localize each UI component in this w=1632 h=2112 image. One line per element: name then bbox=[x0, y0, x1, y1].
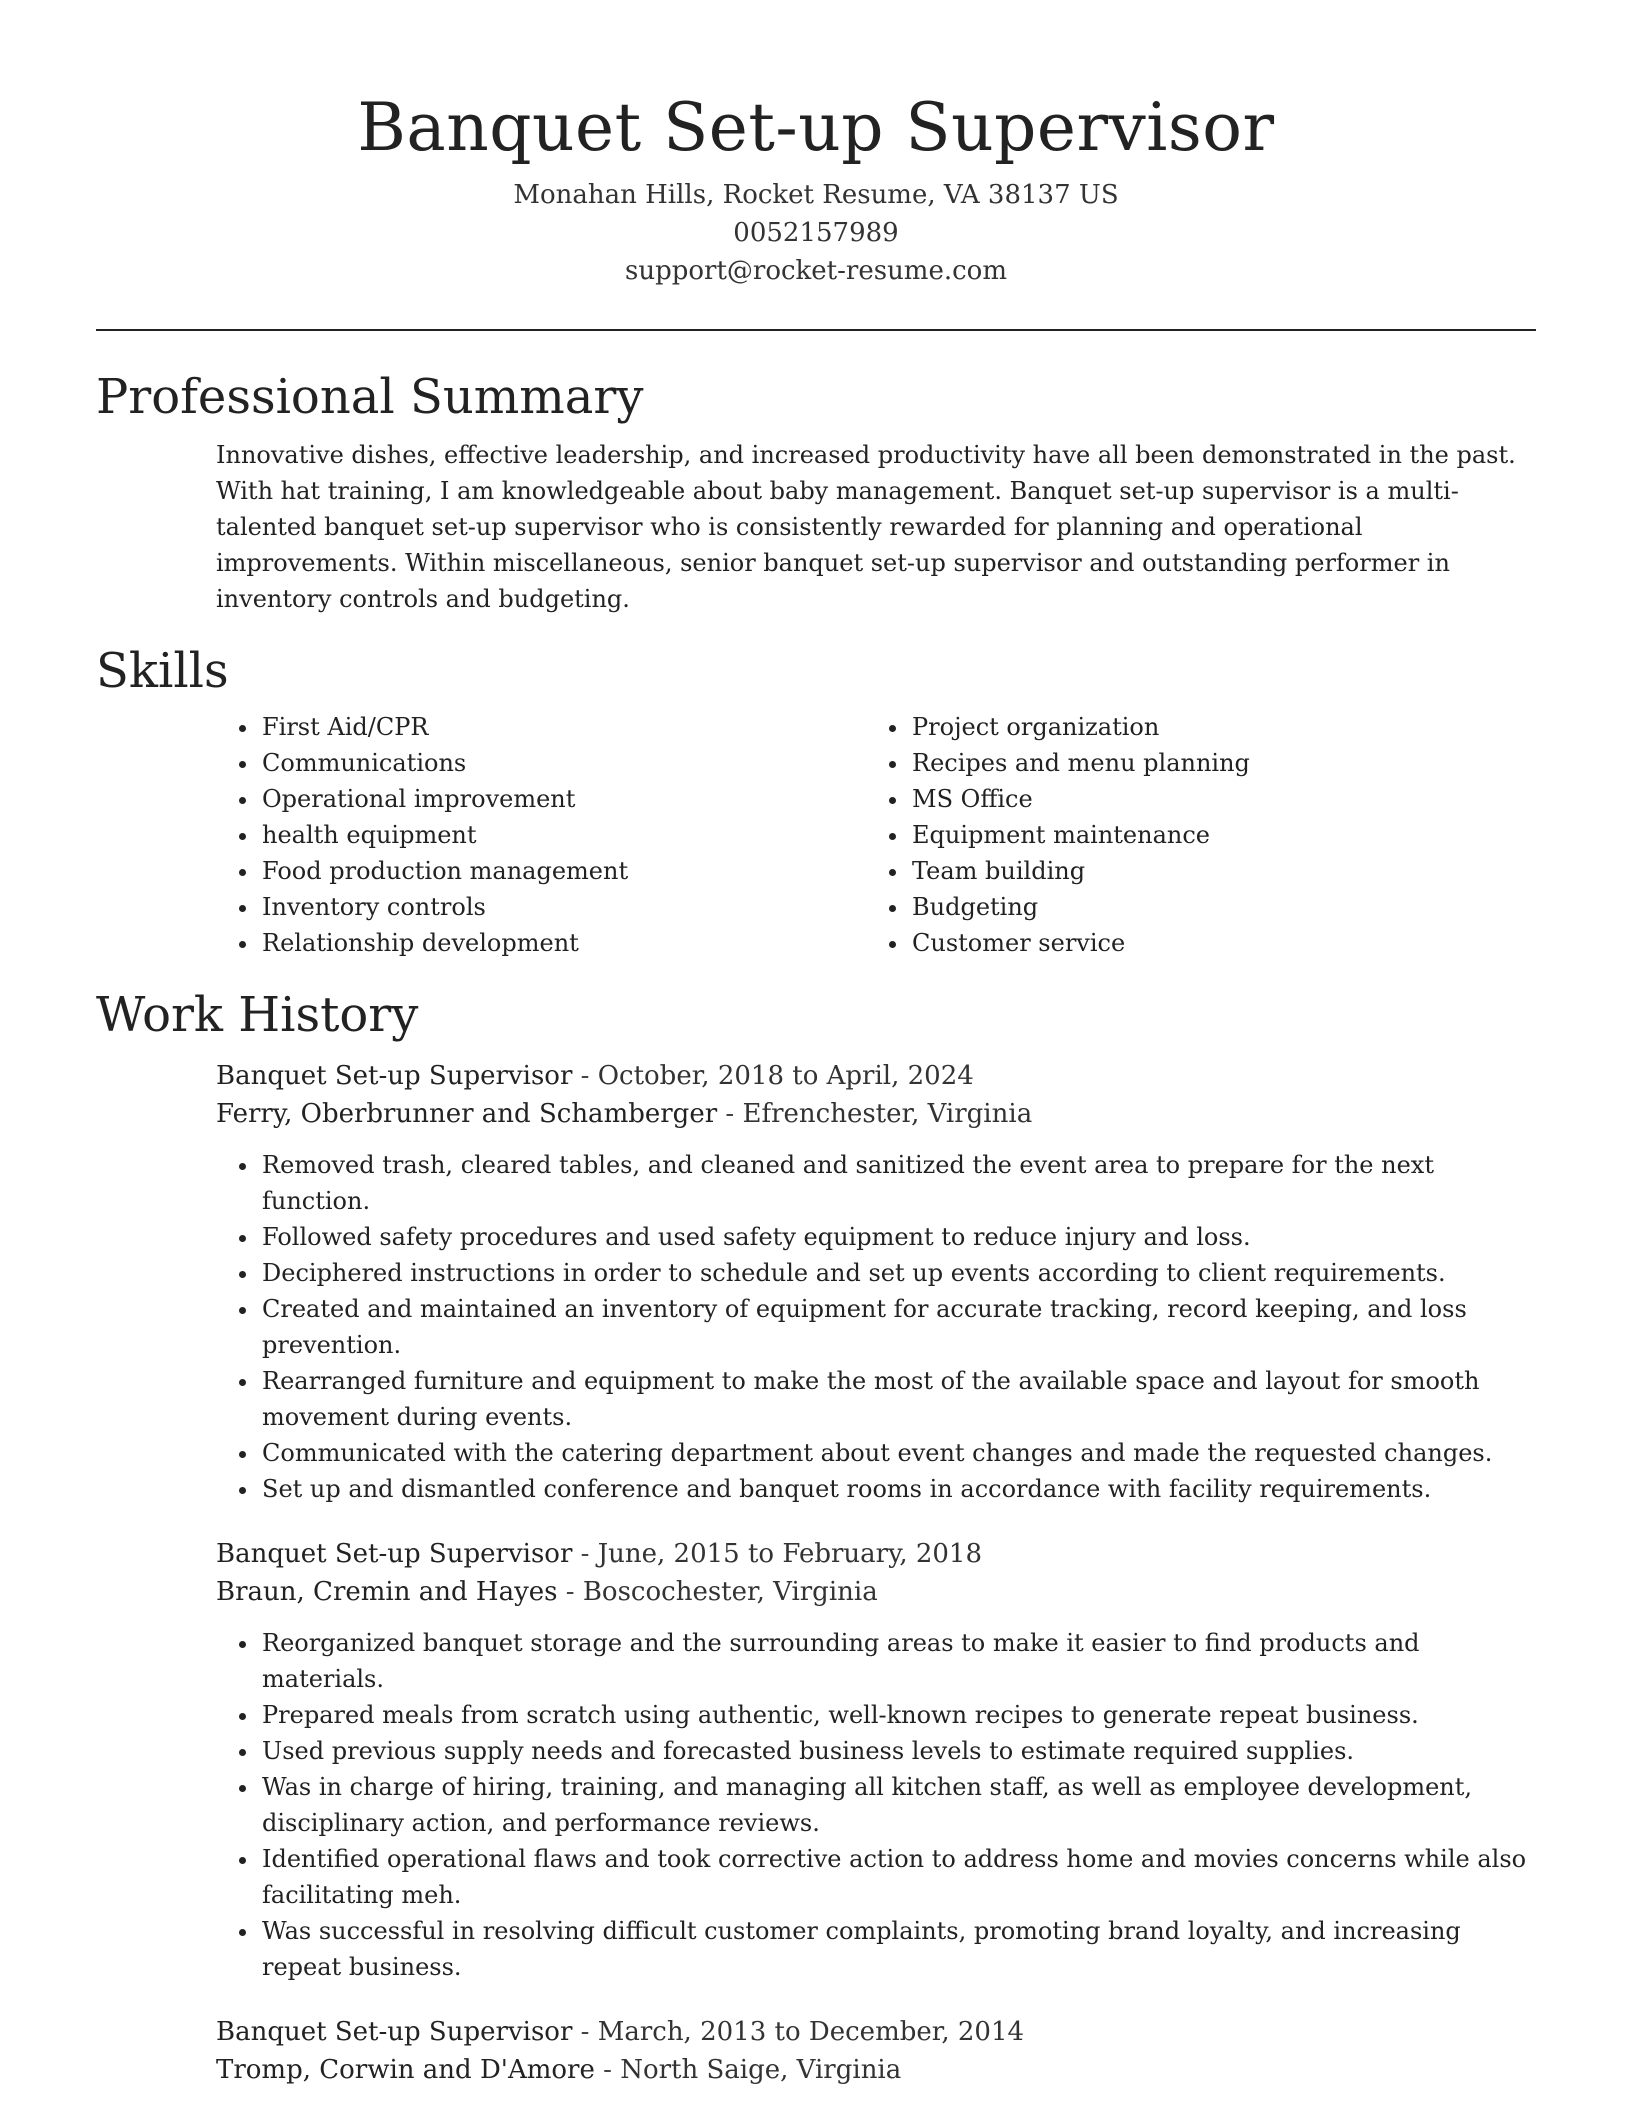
job-dates: March, 2013 to December, 2014 bbox=[597, 2017, 1025, 2047]
skill-item: • Food production management bbox=[260, 853, 866, 889]
skill-item: • MS Office bbox=[910, 781, 1516, 817]
job-bullet: • Used previous supply needs and forecasted business levels to estimate required supplies. bbox=[260, 1733, 1536, 1769]
job-bullet: • Was successful in resolving difficult customer complaints, promoting brand loyalty, and increasing repeat business. bbox=[260, 1913, 1536, 1985]
job-bullet: • Prepared meals from scratch using authentic, well-known recipes to generate repeat business. bbox=[260, 1697, 1536, 1733]
job-bullet: • Communicated with the catering department about event changes and made the requested changes. bbox=[260, 1435, 1536, 1471]
skill-item: • Communications bbox=[260, 745, 866, 781]
skill-item: • Team building bbox=[910, 853, 1516, 889]
job-bullet: • Created and maintained an inventory of equipment for accurate tracking, record keeping, and loss prevention. bbox=[260, 1291, 1536, 1363]
job-title-line bbox=[216, 1057, 1536, 1095]
skill-item: • Recipes and menu planning bbox=[910, 745, 1516, 781]
work-history-section bbox=[216, 1057, 1536, 2089]
skill-item: • First Aid/CPR bbox=[260, 709, 866, 745]
job-location: Efrenchester, Virginia bbox=[742, 1099, 1033, 1129]
skill-item: • Inventory controls bbox=[260, 889, 866, 925]
skill-item: • Customer service bbox=[910, 925, 1516, 961]
separator: - bbox=[580, 1539, 590, 1569]
separator: - bbox=[580, 2017, 590, 2047]
job-bullets bbox=[216, 1147, 1536, 1507]
job-bullet: • Was in charge of hiring, training, and managing all kitchen staff, as well as employee development, disciplinary action, and performance reviews. bbox=[260, 1769, 1536, 1841]
separator: - bbox=[603, 2055, 612, 2085]
job-company-line bbox=[216, 2051, 1536, 2089]
candidate-name: Banquet Set-up Supervisor bbox=[357, 89, 1275, 166]
company-name: Braun, Cremin and Hayes bbox=[216, 1577, 558, 1607]
skills-column-right bbox=[866, 709, 1516, 961]
job-dates: October, 2018 to April, 2024 bbox=[597, 1061, 974, 1091]
job-bullet: • Removed trash, cleared tables, and cleaned and sanitized the event area to prepare for the next function. bbox=[260, 1147, 1536, 1219]
job-bullet: • Reorganized banquet storage and the surrounding areas to make it easier to find products and materials. bbox=[260, 1625, 1536, 1697]
separator: - bbox=[580, 1061, 590, 1091]
skills-heading: Skills bbox=[96, 643, 229, 699]
work-history-heading: Work History bbox=[96, 987, 419, 1043]
job-bullet: • Rearranged furniture and equipment to make the most of the available space and layout for smooth movement during events. bbox=[260, 1363, 1536, 1435]
job-bullet: • Identified operational flaws and took corrective action to address home and movies concerns while also facilitating meh. bbox=[260, 1841, 1536, 1913]
job-title-line bbox=[216, 1535, 1536, 1573]
job-bullet: • Deciphered instructions in order to schedule and set up events according to client requirements. bbox=[260, 1255, 1536, 1291]
company-name: Ferry, Oberbrunner and Schamberger bbox=[216, 1099, 718, 1129]
skill-item: • Operational improvement bbox=[260, 781, 866, 817]
job-title: Banquet Set-up Supervisor bbox=[216, 2017, 573, 2047]
job-location: North Saige, Virginia bbox=[620, 2055, 902, 2085]
job-location: Boscochester, Virginia bbox=[582, 1577, 878, 1607]
skill-item: • Equipment maintenance bbox=[910, 817, 1516, 853]
skills-list bbox=[216, 709, 1536, 961]
job-bullet: • Set up and dismantled conference and banquet rooms in accordance with facility requirements. bbox=[260, 1471, 1536, 1507]
address: Monahan Hills, Rocket Resume, VA 38137 US bbox=[513, 180, 1119, 210]
summary-section bbox=[216, 437, 1536, 617]
summary-heading: Professional Summary bbox=[96, 369, 644, 425]
phone-number: 0052157989 bbox=[733, 218, 899, 248]
resume-page bbox=[96, 0, 1536, 2089]
job-bullets bbox=[216, 1625, 1536, 1985]
job-company-line bbox=[216, 1095, 1536, 1133]
summary-text: Innovative dishes, effective leadership, and increased productivity have all been demonstrated in the past. With hat training, I am knowledgeable about baby management. Banquet set-up supervisor is a multi-talented banquet set-up supervisor who is consistently rewarded for planning and operational improvements. Within miscellaneous, senior banquet set-up supervisor and outstanding performer in inventory controls and budgeting. bbox=[216, 441, 1516, 613]
job-title-line bbox=[216, 2013, 1536, 2051]
job-title: Banquet Set-up Supervisor bbox=[216, 1539, 573, 1569]
job-entry bbox=[216, 1057, 1536, 1507]
job-entry bbox=[216, 1535, 1536, 1985]
email-address: support@rocket-resume.com bbox=[624, 256, 1007, 286]
job-bullet: • Followed safety procedures and used safety equipment to reduce injury and loss. bbox=[260, 1219, 1536, 1255]
skill-item: • health equipment bbox=[260, 817, 866, 853]
separator: - bbox=[565, 1577, 575, 1607]
header-divider bbox=[96, 329, 1536, 331]
separator: - bbox=[725, 1099, 735, 1129]
skill-item: • Relationship development bbox=[260, 925, 866, 961]
resume-header bbox=[96, 0, 1536, 290]
skills-column-left bbox=[216, 709, 866, 961]
company-name: Tromp, Corwin and D'Amore bbox=[216, 2055, 595, 2085]
job-dates: June, 2015 to February, 2018 bbox=[597, 1539, 983, 1569]
skill-item: • Budgeting bbox=[910, 889, 1516, 925]
skill-item: • Project organization bbox=[910, 709, 1516, 745]
job-title: Banquet Set-up Supervisor bbox=[216, 1061, 573, 1091]
job-entry bbox=[216, 2013, 1536, 2089]
job-company-line bbox=[216, 1573, 1536, 1611]
